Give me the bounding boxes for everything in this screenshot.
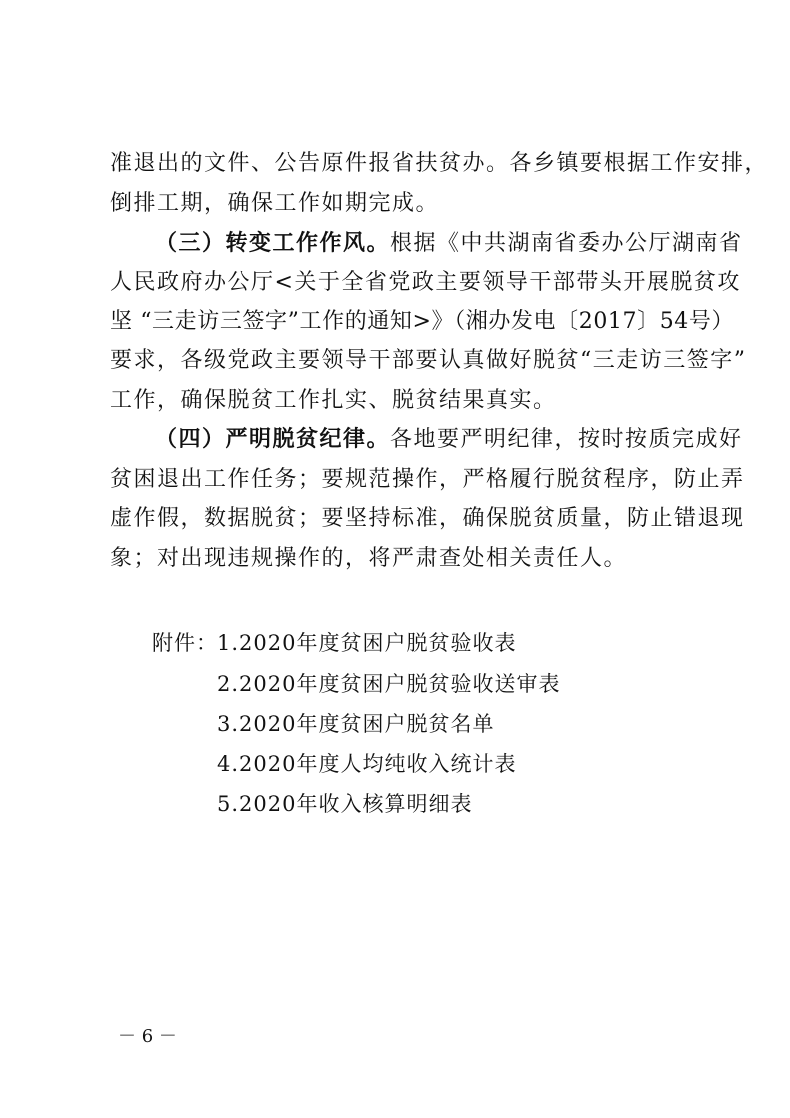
section-4-line: 象；对出现违规操作的，将严肃查处相关责任人。	[110, 546, 628, 571]
section-4-line: 贫困退出工作任务；要规范操作，严格履行脱贫程序，防止弄	[110, 467, 745, 492]
attachment-item: 1.2020年度贫困户脱贫验收表	[217, 631, 517, 655]
section-4-first-line	[155, 426, 743, 454]
section-4-line: 虚作假，数据脱贫；要坚持标准，确保脱贫质量，防止错退现	[110, 506, 745, 531]
section-4-heading: （四）严明脱贫纪律。	[155, 427, 391, 452]
section-3-first-line	[155, 230, 743, 258]
section-3-line: 工作，确保脱贫工作扎实、脱贫结果真实。	[110, 388, 557, 413]
section-3-text: 根据《中共湖南省委办公厅湖南省	[390, 231, 743, 256]
section-3-heading: （三）转变工作作风。	[155, 231, 391, 256]
section-4-text: 各地要严明纪律，按时按质完成好	[390, 427, 743, 452]
attachment-item: 2.2020年度贫困户脱贫验收送审表	[217, 672, 561, 696]
attachment-item: 3.2020年度贫困户脱贫名单	[217, 712, 495, 736]
attachments-label: 附件：	[152, 631, 218, 655]
attachment-item: 4.2020年度人均纯收入统计表	[217, 752, 517, 776]
attachment-item: 5.2020年收入核算明细表	[217, 792, 473, 816]
paragraph-line: 准退出的文件、公告原件报省扶贫办。各乡镇要根据工作安排，	[110, 151, 769, 176]
page-number: － 6 －	[118, 1026, 177, 1047]
section-3-line: 人民政府办公厅<关于全省党政主要领导干部带头开展脱贫攻	[110, 270, 741, 295]
section-3-line: 坚 “三走访三签字”工作的通知>》（湘办发电〔2017〕54号）	[110, 309, 735, 334]
paragraph-line: 倒排工期，确保工作如期完成。	[110, 191, 440, 216]
section-3-line: 要求，各级党政主要领导干部要认真做好脱贫“三走访三签字”	[110, 348, 747, 373]
